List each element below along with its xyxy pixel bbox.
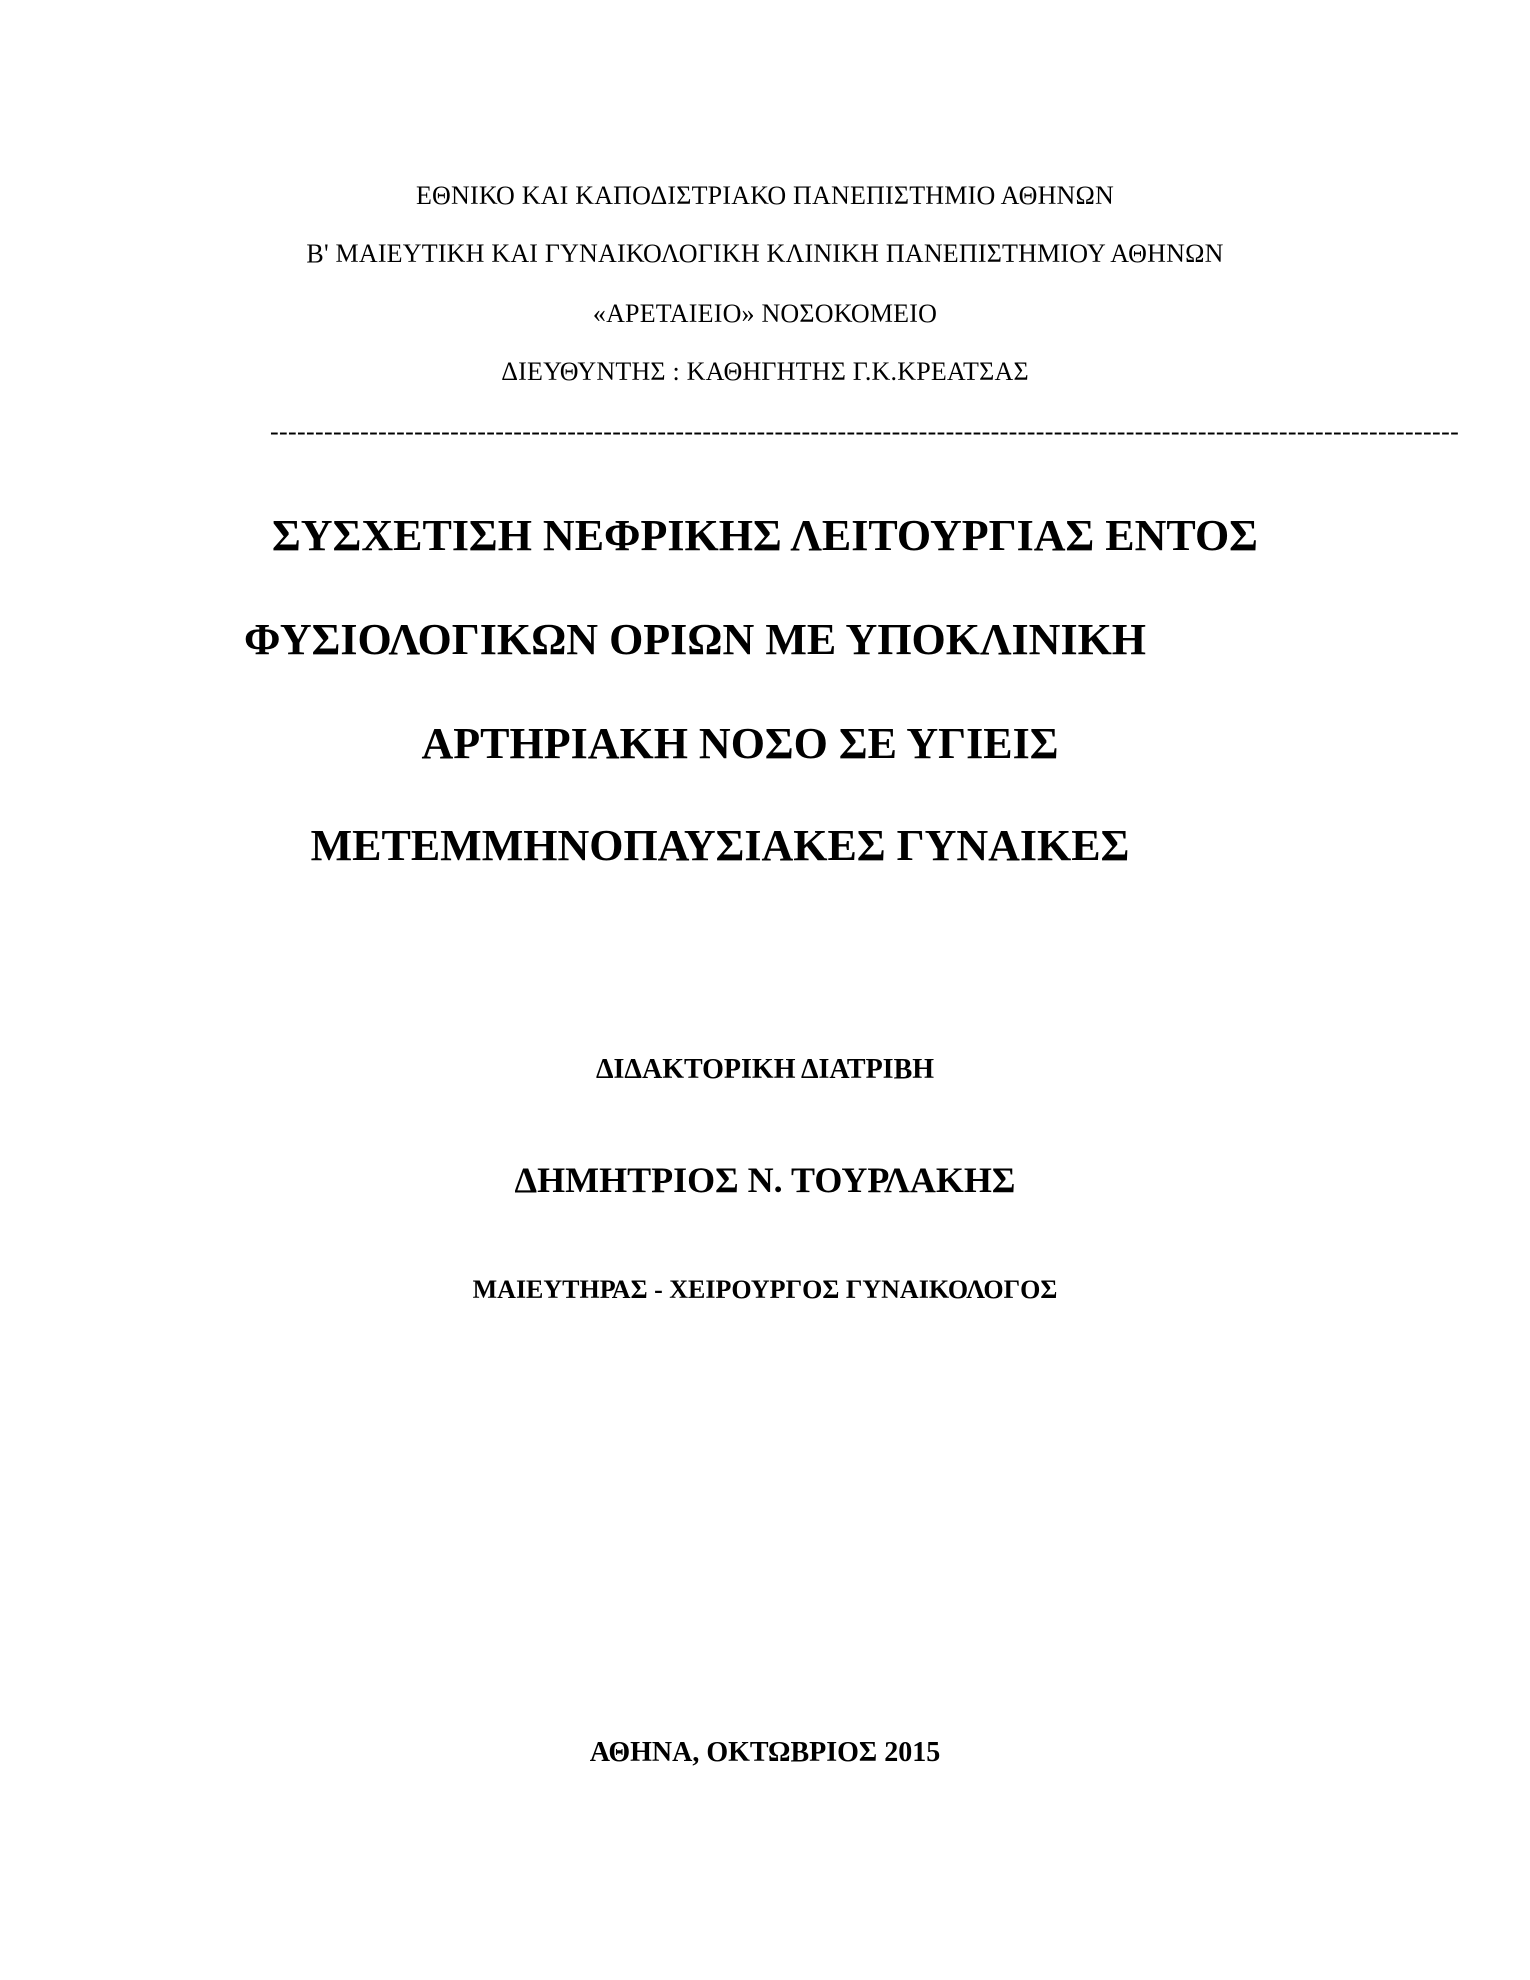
- place-and-date: ΑΘΗΝΑ, ΟΚΤΩΒΡΙΟΣ 2015: [589, 1737, 941, 1768]
- thesis-title-line-2: ΦΥΣΙΟΛΟΓΙΚΩΝ ΟΡΙΩΝ ΜΕ ΥΠΟΚΛΙΝΙΚΗ: [243, 615, 1147, 664]
- author-name: ΔΗΜΗΤΡΙΟΣ Ν. ΤΟΥΡΛΑΚΗΣ: [514, 1160, 1016, 1200]
- clinic-name: Β' ΜΑΙΕΥΤΙΚΗ ΚΑΙ ΓΥΝΑΙΚΟΛΟΓΙΚΗ ΚΛΙΝΙΚΗ ΠΑΝΕΠΙΣΤΗΜΙΟΥ ΑΘΗΝΩΝ: [306, 239, 1224, 268]
- hospital-name: «ΑΡΕΤΑΙΕΙΟ» ΝΟΣΟΚΟΜΕΙΟ: [592, 299, 938, 328]
- university-name: ΕΘΝΙΚΟ ΚΑΙ ΚΑΠΟΔΙΣΤΡΙΑΚΟ ΠΑΝΕΠΙΣΤΗΜΙΟ ΑΘΗΝΩΝ: [415, 181, 1115, 210]
- director-line: ΔΙΕΥΘΥΝΤΗΣ : ΚΑΘΗΓΗΤΗΣ Γ.Κ.ΚΡΕΑΤΣΑΣ: [501, 357, 1029, 386]
- document-type: ΔΙΔΑΚΤΟΡΙΚΗ ΔΙΑΤΡΙΒΗ: [595, 1054, 935, 1085]
- author-profession: ΜΑΙΕΥΤΗΡΑΣ - ΧΕΙΡΟΥΡΓΟΣ ΓΥΝΑΙΚΟΛΟΓΟΣ: [472, 1275, 1058, 1304]
- thesis-title-line-3: ΑΡΤΗΡΙΑΚΗ ΝΟΣΟ ΣΕ ΥΓΙΕΙΣ: [421, 719, 1059, 768]
- header-divider: ------------------------------------------------------------------------------------------------------------------------------------: [270, 417, 1460, 446]
- thesis-title-line-1: ΣΥΣΧΕΤΙΣΗ ΝΕΦΡΙΚΗΣ ΛΕΙΤΟΥΡΓΙΑΣ ΕΝΤΟΣ: [272, 511, 1258, 560]
- thesis-title-line-4: ΜΕΤΕΜΜΗΝΟΠΑΥΣΙΑΚΕΣ ΓΥΝΑΙΚΕΣ: [310, 821, 1130, 870]
